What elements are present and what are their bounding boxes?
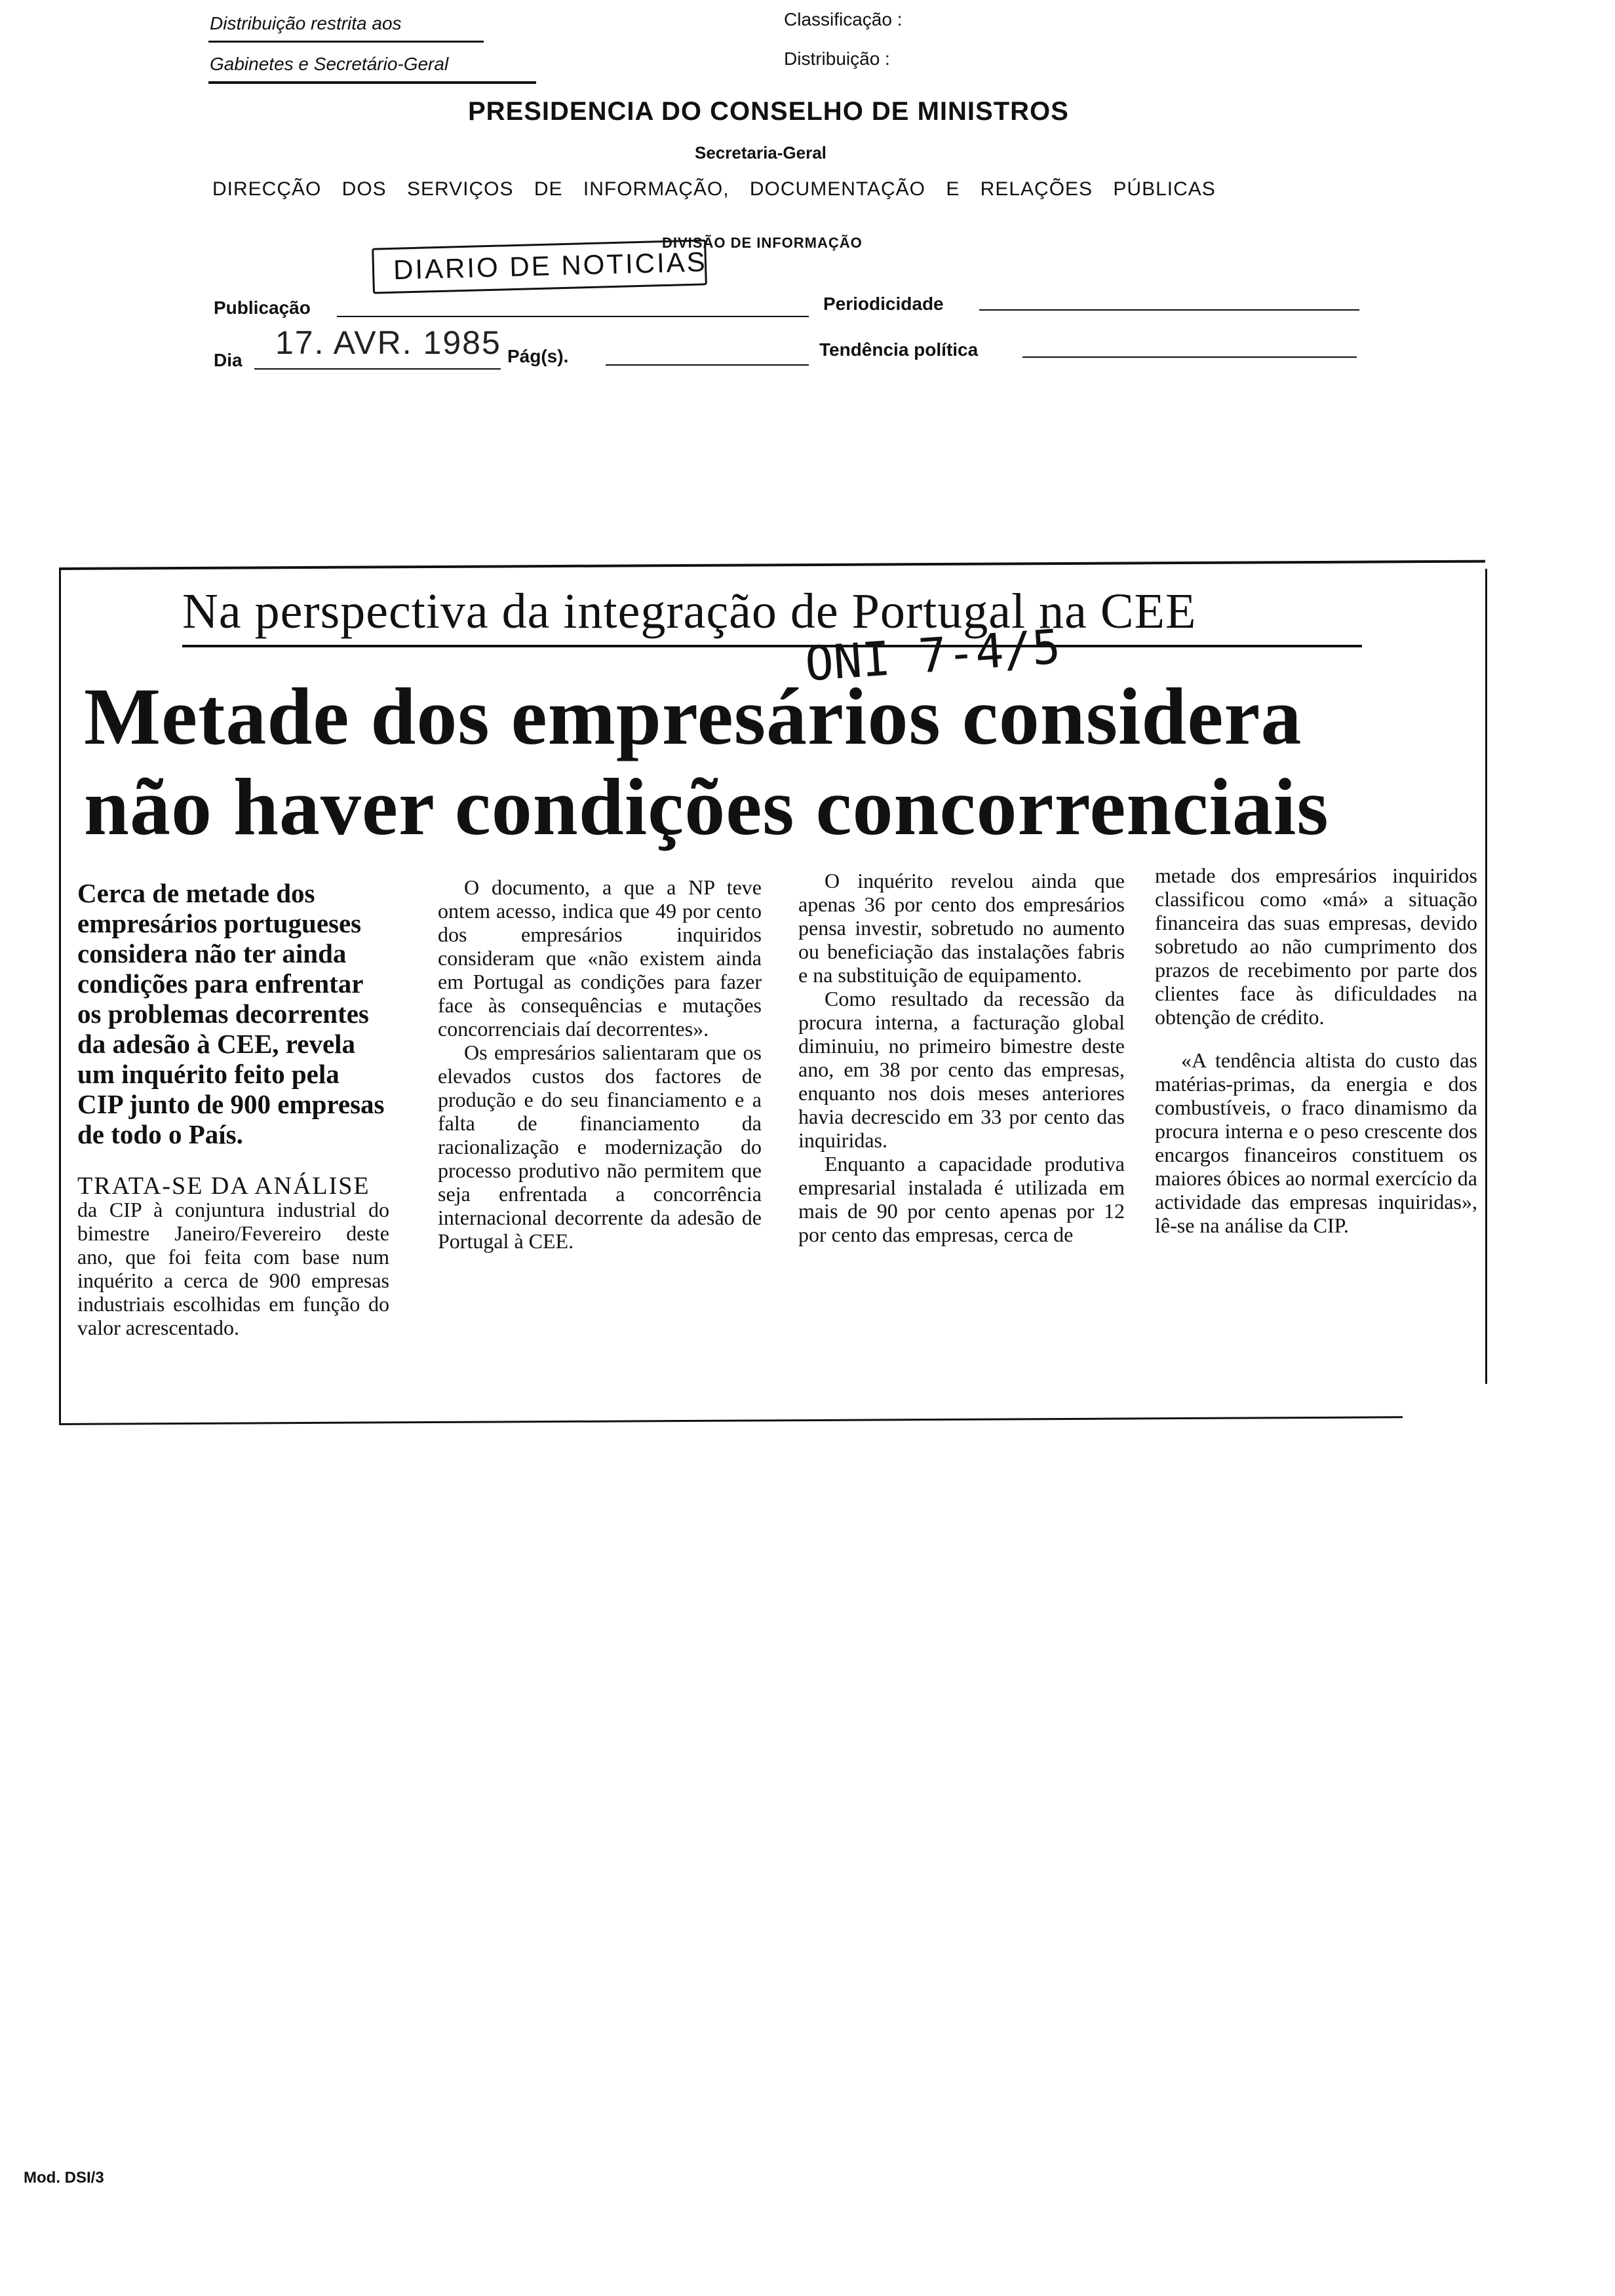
political-label: Tendência política — [819, 339, 979, 360]
column-3-paragraph-3: Enquanto a capacidade produtiva empresarial instalada é utilizada em mais de 90 por cento apenas por 12 por cento das empresas, cerca de — [798, 1152, 1125, 1246]
clipping-top-border — [59, 560, 1485, 570]
article-column-2 — [438, 875, 762, 1253]
kicker-underline — [182, 645, 1362, 647]
division-title: DIVISÃO DE INFORMAÇÃO — [662, 235, 863, 251]
classification-label: Classificação : — [784, 9, 903, 29]
political-line — [1022, 356, 1357, 358]
column-2-paragraph-1: O documento, a que a NP teve ontem acesso, indica que 49 por cento dos empresários inquiridos consideram que «não existem ainda em Portugal as condições para fazer face às consequências e mutações concorrenciais daí decorrentes». — [438, 875, 762, 1041]
distribution-note-line1: Distribuição restrita aos — [210, 13, 402, 33]
headline-line2: não haver condições concorrenciais — [84, 762, 1329, 852]
article-column-4 — [1155, 864, 1477, 1237]
column-3-paragraph-2: Como resultado da recessão da procura interna, a facturação global diminuiu, no primeiro bimestre deste ano, em 38 por cento das empresas, enquanto nos dois meses anteriores havia decrescido em 33 por cento das inquiridas. — [798, 987, 1125, 1152]
clipping-left-border — [59, 569, 61, 1425]
column-1-body: da CIP à conjuntura industrial do bimestre Janeiro/Fevereiro deste ano, que foi feita com base num inquérito a cerca de 900 empresas industriais escolhidas em função do valor acrescentado. — [77, 1198, 389, 1339]
distribution-note-line2: Gabinetes e Secretário-Geral — [210, 54, 449, 74]
form-code: Mod. DSI/3 — [24, 2169, 104, 2187]
periodicity-line — [979, 309, 1359, 311]
column-4-paragraph-2: «A tendência altista do custo das matérias-primas, da energia e dos combustíveis, o fraco dinamismo da procura interna e o peso crescente dos encargos financeiros constituem os maiores óbices ao normal exercício da actividade das empresas inquiridas», lê-se na análise da CIP. — [1155, 1048, 1477, 1237]
pages-label: Pág(s). — [507, 346, 569, 366]
article-column-3 — [798, 869, 1125, 1246]
distribution-underline-2 — [208, 81, 536, 84]
day-label: Dia — [214, 350, 243, 370]
distribution-underline-1 — [208, 41, 484, 43]
clipping-bottom-border — [59, 1416, 1403, 1425]
column-2-paragraph-2: Os empresários salientaram que os elevados custos dos factores de produção e do seu financiamento e a falta de financiamento da racionalização e modernização do processo produtivo não permitem que seja enfrentada a concorrência internacional decorrente da adesão de Portugal à CEE. — [438, 1041, 762, 1253]
distribution-label: Distribuição : — [784, 48, 890, 69]
publication-label: Publicação — [214, 297, 311, 318]
clipping-right-border — [1485, 569, 1487, 1384]
publication-line — [337, 316, 809, 317]
secretariat-title: Secretaria-Geral — [695, 143, 827, 163]
date-stamp: 17. AVR. 1985 — [275, 324, 501, 361]
handwritten-reference: ONI 7-4/5 — [803, 619, 1062, 692]
ministry-title: PRESIDENCIA DO CONSELHO DE MINISTROS — [468, 97, 1069, 126]
periodicity-label: Periodicidade — [823, 294, 944, 314]
day-line — [254, 368, 501, 370]
column-1-caps: TRATA-SE DA ANÁLISE — [77, 1172, 370, 1200]
column-3-paragraph-1: O inquérito revelou ainda que apenas 36 por cento dos empresários pensa investir, sobretudo no aumento ou beneficiação das instalações fabris e na substituição de equipamento. — [798, 869, 1125, 987]
article-column-1 — [77, 878, 389, 1339]
headline-line1: Metade dos empresários considera — [84, 672, 1302, 761]
article-kicker: Na perspectiva da integração de Portugal na CEE — [182, 584, 1197, 639]
publication-stamp: DIARIO DE NOTICIAS — [393, 246, 708, 286]
article-lead: Cerca de metade dos empresários portugueses considera não ter ainda condições para enfrentar os problemas decorrentes da adesão à CEE, revela um inquérito feito pela CIP junto de 900 empresas de todo o País. — [77, 878, 385, 1149]
column-4-paragraph-1: metade dos empresários inquiridos classificou como «má» a situação financeira das suas empresas, devido sobretudo ao não cumprimento dos prazos de recebimento por parte dos clientes face às dificuldades na obtenção de crédito. — [1155, 864, 1477, 1029]
pages-line — [606, 364, 809, 366]
directorate-title: DIRECÇÃO DOS SERVIÇOS DE INFORMAÇÃO, DOCUMENTAÇÃO E RELAÇÕES PÚBLICAS — [212, 178, 1216, 200]
